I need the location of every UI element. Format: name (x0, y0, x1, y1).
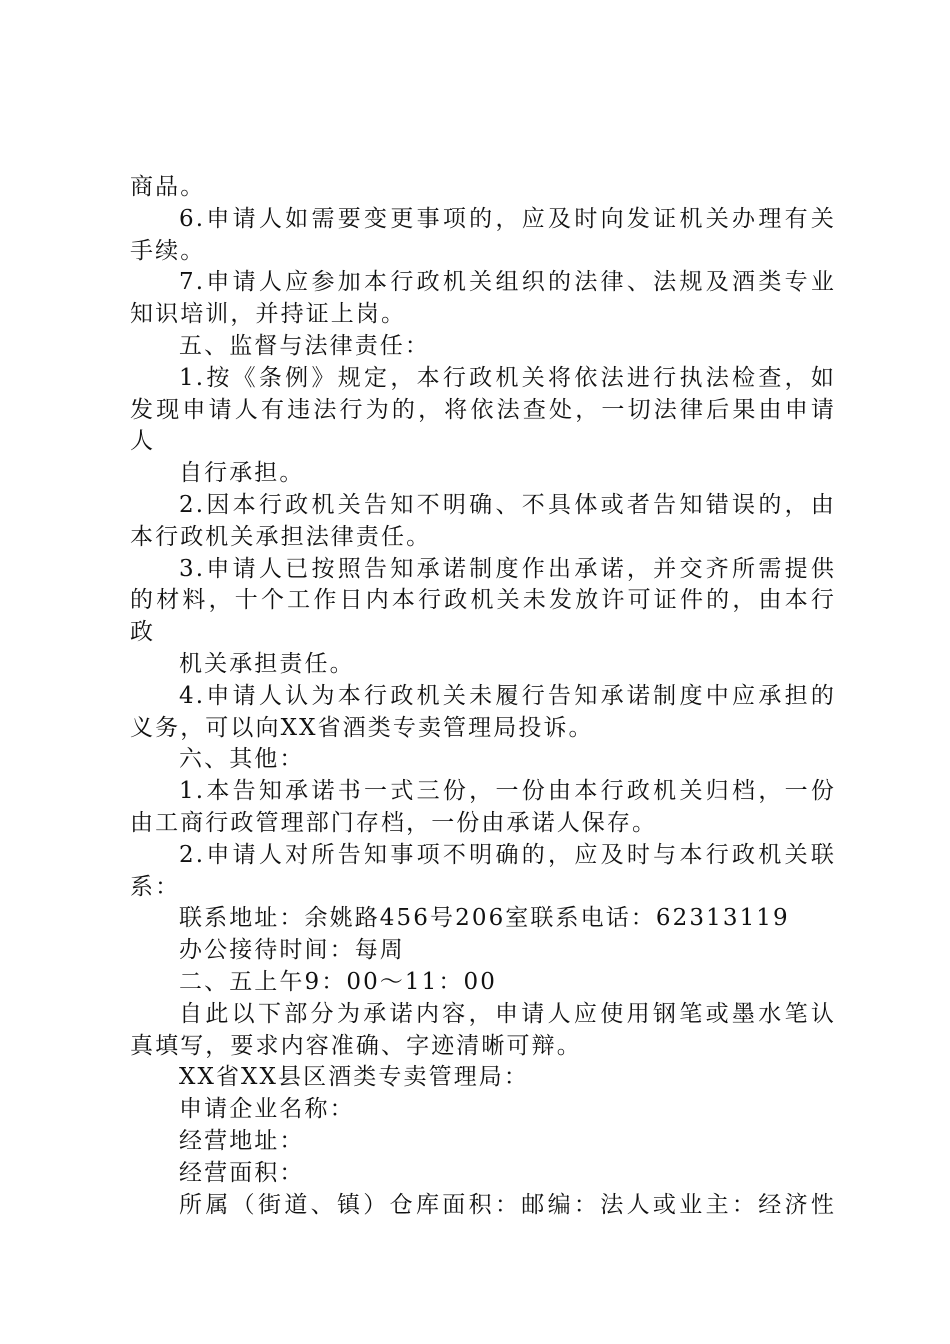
document-line: 自此以下部分为承诺内容，申请人应使用钢笔或墨水笔认 (179, 1000, 836, 1027)
document-line: 自行承担。 (179, 460, 305, 487)
document-line: 发现申请人有违法行为的，将依法查处，一切法律后果由申请 (130, 396, 836, 423)
document-line: 1.本告知承诺书一式三份，一份由本行政机关归档，一份 (179, 778, 836, 805)
document-line: 7.申请人应参加本行政机关组织的法律、法规及酒类专业 (179, 269, 836, 296)
document-line: 机关承担责任。 (179, 650, 355, 677)
document-line: 经营地址： (179, 1127, 305, 1154)
document-line: 所属（街道、镇）仓库面积：邮编：法人或业主：经济性 (179, 1191, 836, 1218)
document-line: 商品。 (130, 174, 206, 200)
document-line: 经营面积： (179, 1159, 305, 1186)
document-line: 人 (130, 428, 156, 455)
document-line: 政 (130, 619, 156, 646)
document-line: 六、其他： (179, 746, 305, 773)
document-line: 2.申请人对所告知事项不明确的，应及时与本行政机关联 (179, 841, 836, 868)
document-line: 2.因本行政机关告知不明确、不具体或者告知错误的，由 (179, 491, 836, 518)
document-line: XX省XX县区酒类专卖管理局： (179, 1064, 529, 1091)
document-line: 手续。 (130, 237, 206, 264)
document-line: 4.申请人认为本行政机关未履行告知承诺制度中应承担的 (179, 682, 836, 709)
document-line: 由工商行政管理部门存档，一份由承诺人保存。 (130, 809, 658, 836)
document-line: 义务，可以向XX省酒类专卖管理局投诉。 (130, 714, 594, 741)
document-line: 五、监督与法律责任： (179, 332, 430, 359)
document-line: 二、五上午9：00～11：00 (179, 968, 497, 995)
document-line: 本行政机关承担法律责任。 (130, 523, 432, 550)
document-line: 6.申请人如需要变更事项的，应及时向发证机关办理有关 (179, 205, 836, 232)
document-line: 的材料，十个工作日内本行政机关未发放许可证件的，由本行 (130, 587, 836, 614)
document-body (130, 172, 836, 1221)
document-line: 办公接待时间：每周 (179, 937, 405, 964)
document-line: 1.按《条例》规定，本行政机关将依法进行执法检查，如 (179, 364, 836, 391)
document-line: 3.申请人已按照告知承诺制度作出承诺，并交齐所需提供 (179, 555, 836, 582)
document-line: 联系地址：余姚路456号206室联系电话：62313119 (179, 905, 790, 932)
document-line: 申请企业名称： (179, 1096, 355, 1123)
document-line: 知识培训，并持证上岗。 (130, 301, 407, 328)
document-line: 系： (130, 873, 181, 900)
document-line: 真填写，要求内容准确、字迹清晰可辩。 (130, 1032, 582, 1059)
